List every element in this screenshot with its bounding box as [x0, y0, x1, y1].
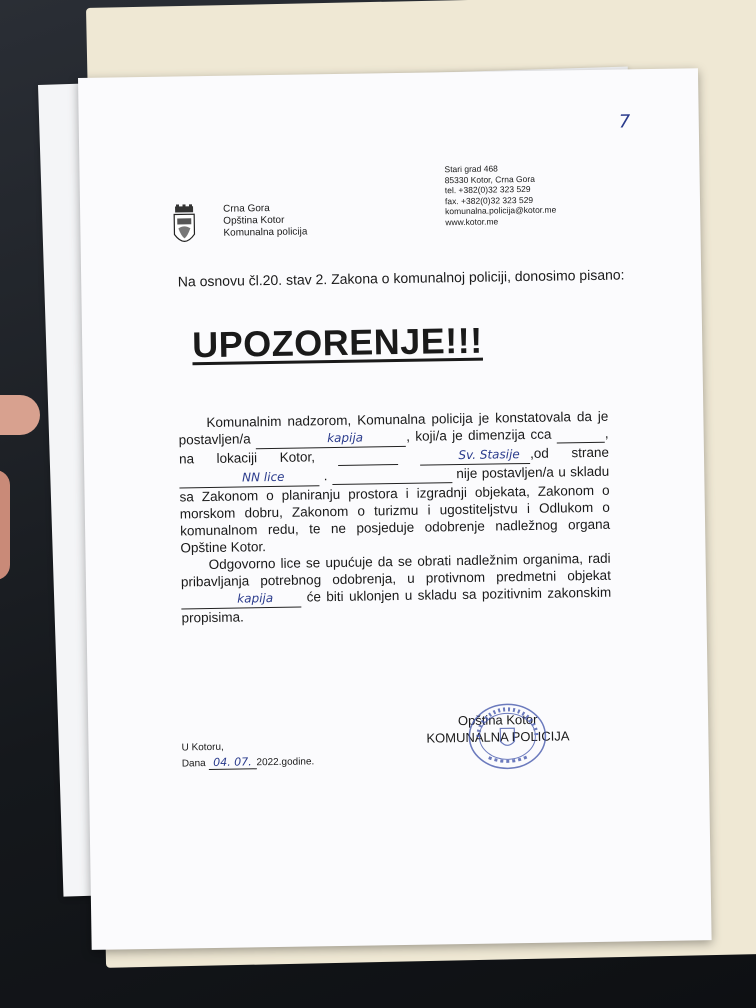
sign-municipality: Opština Kotor	[457, 711, 538, 729]
address: Stari grad 468	[444, 163, 498, 175]
warning-document	[78, 68, 712, 950]
municipality-name: Opština Kotor	[223, 214, 285, 227]
p2-text-a: Odgovorno lice se upućuje da se obrati nadležnim organima, radi pribavljanja potrebnog odobrenja, u protivnom predmetni objekat	[180, 550, 611, 590]
owner-handwritten: NN lice	[241, 469, 285, 485]
issue-place: U Kotoru,	[181, 741, 224, 754]
telephone: tel. +382(0)32 323 529	[444, 183, 531, 196]
hand-finger-lower	[0, 470, 10, 580]
location-typed: Kotor,	[279, 449, 316, 465]
date-handwritten: 04. 07.	[213, 755, 252, 769]
paragraph-1: Komunalnim nadzorom, Komunalna policija je konstatovala da je postavljen/a kapija , koji/a je dimenzija cca , na lokaciji Kotor, Sv. Stasije ,od strane NN lice . nije postavljen/a u skladu sa Zakonom o planiranju prostora i izgradnji objekata, Zakonom o morskom dobru, Zakonom o turizmu i ugostiteljstvu i Odlukom o komunalnom redu, te ne posjeduje odobrenje nadležnog organa Opštine Kotor.	[178, 408, 611, 556]
location-field	[420, 445, 530, 466]
hand-finger	[0, 395, 40, 435]
postal-address: 85330 Kotor, Crna Gora	[444, 173, 535, 185]
object-field	[256, 428, 406, 449]
issue-date	[182, 754, 315, 770]
paragraph-2	[181, 550, 612, 627]
p1-text-a: Komunalnim nadzorom, Komunalna policija je konstatovala da je postavljen/a	[178, 408, 609, 448]
coat-of-arms-icon	[173, 204, 196, 250]
document-body	[178, 408, 611, 627]
country-name: Crna Gora	[222, 203, 270, 215]
official-stamp-icon	[466, 701, 549, 772]
handwritten-page-number: 7	[618, 111, 631, 133]
website: www.kotor.me	[445, 215, 499, 227]
dimension-field	[557, 425, 605, 444]
p1-text-c: , na lokaciji	[178, 425, 609, 467]
p1-text-b: , koji/a je dimenzija cca	[406, 426, 552, 444]
legal-basis: Na osnovu čl.20. stav 2. Zakona o komunalnoj policiji, donosimo pisano:	[177, 266, 625, 290]
owner-field	[179, 467, 319, 488]
object2-field	[181, 589, 301, 610]
object2-handwritten: kapija	[237, 590, 274, 606]
date-prefix: Dana	[181, 758, 206, 770]
p1-text-e: nije postavljen/a u skladu sa Zakonom o planiranju prostora i izgradnji objekata, Zakonom o morskom dobru, Zakonom o turizmu i ugostiteljstvu i Odlukom o komunalnom redu, te ne posjeduje odobrenje nadležnog organa Opštine Kotor.	[179, 463, 611, 556]
department-name: Komunalna policija	[223, 226, 308, 239]
sign-department: KOMUNALNA POLICIJA	[426, 728, 570, 746]
document-title: UPOZORENJE!!!	[191, 319, 484, 366]
fax: fax. +382(0)32 323 529	[444, 194, 534, 206]
contact-block	[444, 163, 556, 228]
email: komunalna.policija@kotor.me	[445, 204, 557, 217]
location-extra-field	[337, 447, 397, 466]
date-suffix: 2022.godine.	[256, 756, 315, 769]
p1-text-d: ,od strane	[529, 444, 610, 461]
extra-blank-field	[332, 465, 452, 485]
municipality-block	[223, 202, 308, 239]
location-handwritten: Sv. Stasije	[458, 447, 520, 463]
date-field	[208, 755, 256, 770]
p2-text-b: će biti uklonjen u skladu sa pozitivnim zakonskim propisima.	[181, 584, 612, 626]
object-handwritten: kapija	[327, 430, 364, 446]
